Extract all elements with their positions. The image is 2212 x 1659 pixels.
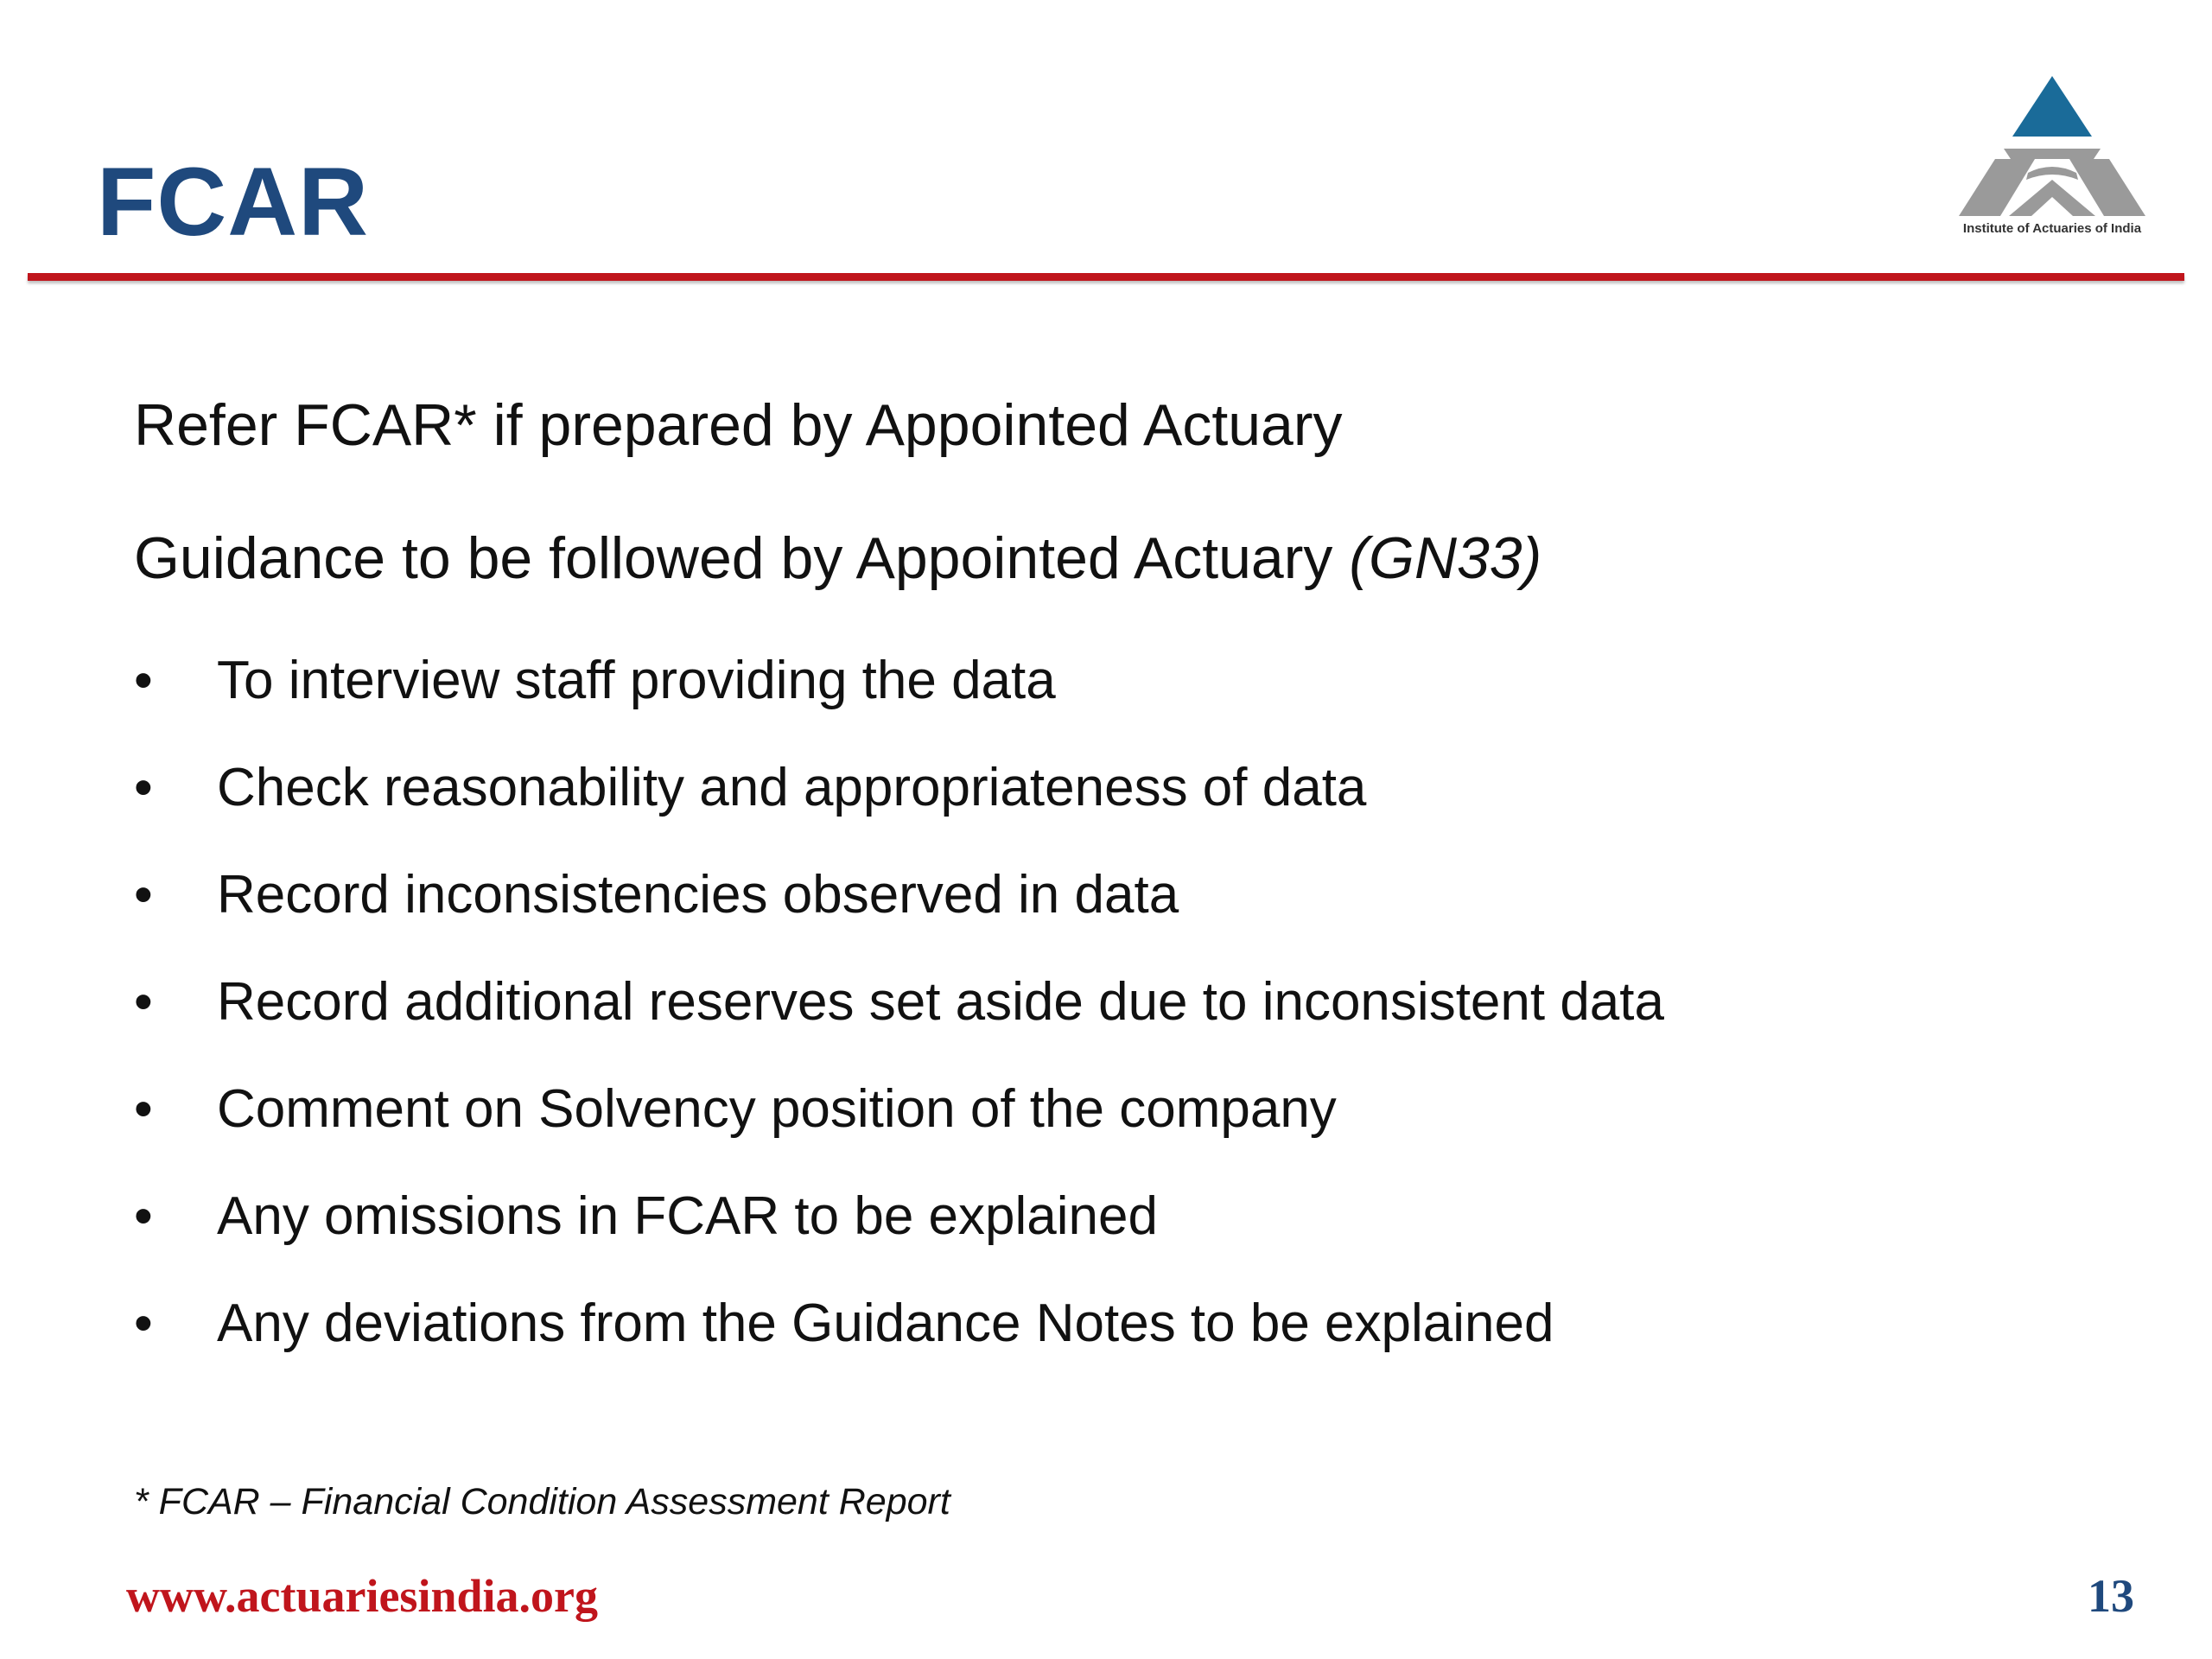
iai-triangle-logo-icon	[1948, 69, 2156, 221]
bullet-text: Record additional reserves set aside due to inconsistent data	[217, 972, 1664, 1032]
title-divider	[28, 273, 2184, 281]
slide-title: FCAR	[97, 148, 370, 256]
bullet-marker: •	[134, 1079, 153, 1139]
bullet-marker: •	[134, 651, 153, 710]
footnote: * FCAR – Financial Condition Assessment Report	[134, 1481, 950, 1522]
page-number: 13	[2088, 1570, 2134, 1622]
bullet-text: Any omissions in FCAR to be explained	[217, 1186, 1158, 1246]
bullet-text: Any deviations from the Guidance Notes to be explained	[217, 1294, 1554, 1353]
lead-text-guidance-main: Guidance to be followed by Appointed Actuary	[134, 525, 1333, 591]
bullet-marker: •	[134, 758, 153, 817]
website-link[interactable]: www.actuariesindia.org	[126, 1570, 598, 1622]
bullet-marker: •	[134, 865, 153, 925]
bullet-text: Check reasonability and appropriateness of data	[217, 758, 1367, 817]
bullet-text: To interview staff providing the data	[217, 651, 1056, 710]
bullet-text: Record inconsistencies observed in data	[217, 865, 1179, 925]
bullet-marker: •	[134, 1294, 153, 1353]
guidance-note-ref: (GN33)	[1349, 525, 1542, 591]
logo-caption: Institute of Actuaries of India	[1962, 221, 2142, 236]
lead-text-guidance	[134, 525, 1542, 591]
bullet-text: Comment on Solvency position of the company	[217, 1079, 1337, 1139]
bullet-marker: •	[134, 972, 153, 1032]
iai-logo	[1948, 69, 2156, 242]
bullet-marker: •	[134, 1186, 153, 1246]
lead-text-fcar: Refer FCAR* if prepared by Appointed Actuary	[134, 392, 1343, 458]
